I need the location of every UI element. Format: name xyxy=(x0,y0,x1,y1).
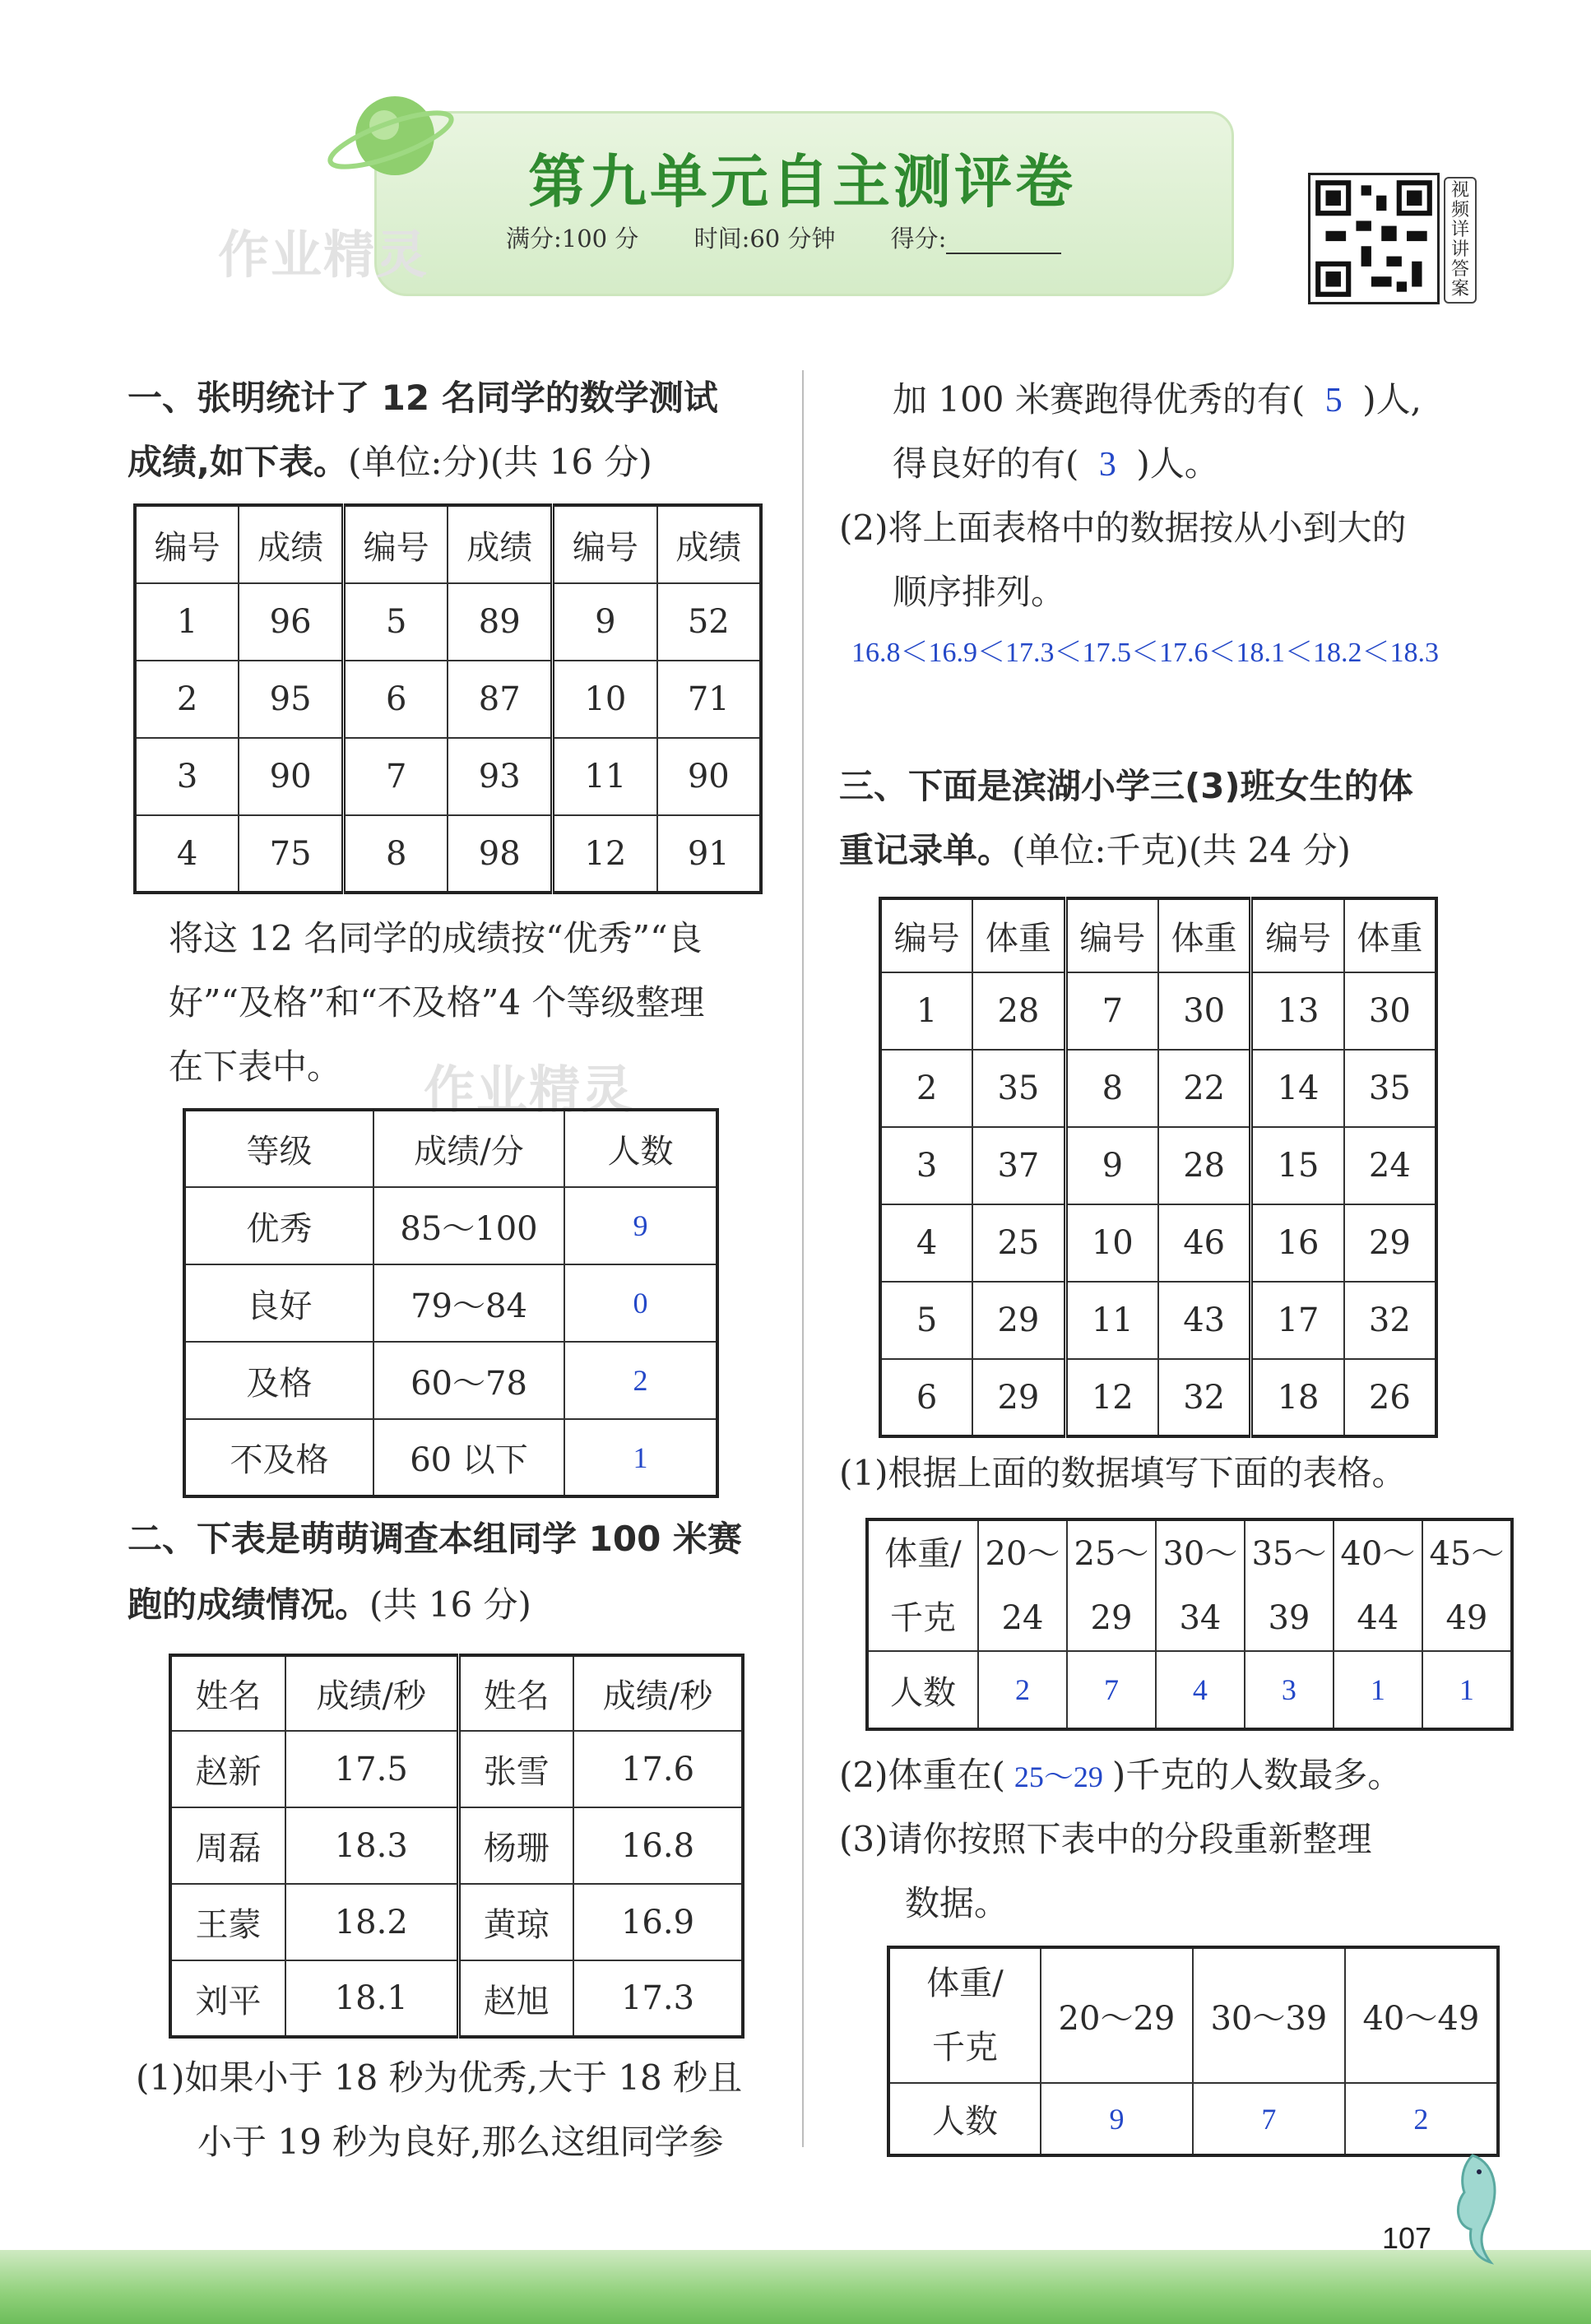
answer-blank[interactable]: 25～29 xyxy=(1014,1760,1103,1793)
table-row: 人数 2 7 4 3 1 1 xyxy=(867,1651,1512,1729)
table-row: 刘平 18.1 赵旭 17.3 xyxy=(170,1960,743,2037)
answer-blank[interactable]: 5 xyxy=(1324,382,1343,420)
table-row: 良好 79～84 0 xyxy=(184,1264,717,1342)
table-row: 人数 9 7 2 xyxy=(888,2083,1498,2155)
section1-heading: 一、张明统计了 12 名同学的数学测试 xyxy=(128,378,718,418)
question-line: (1)如果小于 18 秒为优秀,大于 18 秒且 xyxy=(136,2057,743,2098)
table-header-row: 姓名 成绩/秒 姓名 成绩/秒 xyxy=(170,1655,743,1731)
weight-table xyxy=(879,897,1438,1438)
table-row: 4 25 10 46 16 29 xyxy=(880,1204,1436,1282)
table-header-row: 体重/ 千克 20～29 30～39 40～49 xyxy=(888,1947,1498,2083)
section3-heading-line2: 重记录单。(单位:千克)(共 24 分) xyxy=(839,830,1351,870)
dolphin-icon xyxy=(1440,2147,1514,2271)
answer-blank[interactable]: 3 xyxy=(1098,446,1116,484)
range-table xyxy=(865,1518,1514,1731)
question-line: 顺序排列。 xyxy=(893,572,1066,612)
table-header-row: 编号 体重 编号 体重 编号 体重 xyxy=(880,898,1436,972)
table-header-row: 体重/ 千克 20～ 24 25～ 29 30～ 34 35～ 39 40～ 44 45～ 49 xyxy=(867,1519,1512,1651)
table-header-row: 编号 成绩 编号 成绩 编号 成绩 xyxy=(135,505,761,583)
score-blank xyxy=(946,234,1061,254)
question-line: (2)将上面表格中的数据按从小到大的 xyxy=(839,508,1407,548)
score-table xyxy=(133,503,763,894)
table-row: 周磊 18.3 杨珊 16.8 xyxy=(170,1807,743,1884)
question-line: (1)根据上面的数据填写下面的表格。 xyxy=(839,1453,1407,1493)
table-row: 优秀 85～100 9 xyxy=(184,1187,717,1264)
watermark: 作业精灵 xyxy=(424,1060,635,1120)
table-row: 不及格 60 以下 1 xyxy=(184,1419,717,1496)
question-line: 数据。 xyxy=(905,1883,1009,1923)
score-label: 得分: xyxy=(890,225,947,253)
full-score: 满分:100 分 xyxy=(506,225,639,253)
instruction-line: 将这 12 名同学的成绩按“优秀”“良 xyxy=(169,918,703,958)
page-title: 第九单元自主测评卷 xyxy=(528,148,1076,216)
table-row: 6 29 12 32 18 26 xyxy=(880,1359,1436,1436)
exam-meta xyxy=(506,220,1109,254)
question-line: (3)请你按照下表中的分段重新整理 xyxy=(839,1819,1372,1859)
question-line: (2)体重在( 25～29 )千克的人数最多。 xyxy=(839,1754,1402,1798)
table-row: 3 37 9 28 15 24 xyxy=(880,1127,1436,1204)
table-row: 1 28 7 30 13 30 xyxy=(880,972,1436,1050)
sorted-answer[interactable]: 16.8＜16.9＜17.3＜17.5＜17.6＜18.1＜18.2＜18.3 xyxy=(851,638,1439,668)
column-divider xyxy=(802,370,804,2147)
qr-caption: 视频详讲答案 xyxy=(1444,177,1477,304)
watermark: 作业精灵 xyxy=(218,225,429,285)
table-row: 及格 60～78 2 xyxy=(184,1342,717,1419)
table-row: 3 90 7 93 11 90 xyxy=(135,738,761,815)
race-table xyxy=(169,1654,744,2039)
table-row: 王蒙 18.2 黄琼 16.9 xyxy=(170,1884,743,1960)
footer-band xyxy=(0,2250,1591,2324)
section1-heading-line2: 成绩,如下表。(单位:分)(共 16 分) xyxy=(128,442,652,482)
table-row: 4 75 8 98 12 91 xyxy=(135,815,761,893)
section2-heading-line2: 跑的成绩情况。(共 16 分) xyxy=(128,1584,531,1625)
question-line: 得良好的有( 3 )人。 xyxy=(893,443,1219,486)
table-row: 赵新 17.5 张雪 17.6 xyxy=(170,1731,743,1807)
qr-code-icon[interactable] xyxy=(1308,173,1440,304)
table-header-row: 等级 成绩/分 人数 xyxy=(184,1110,717,1187)
instruction-line: 好”“及格”和“不及格”4 个等级整理 xyxy=(169,982,705,1023)
question-line: 加 100 米赛跑得优秀的有( 5 )人, xyxy=(893,378,1422,422)
planet-icon xyxy=(325,74,457,206)
section2-heading: 二、下表是萌萌调查本组同学 100 米赛 xyxy=(128,1519,742,1559)
table-row: 1 96 5 89 9 52 xyxy=(135,583,761,661)
table-row: 2 95 6 87 10 71 xyxy=(135,661,761,738)
page-number: 107 xyxy=(1382,2221,1432,2255)
section3-heading: 三、下面是滨湖小学三(3)班女生的体 xyxy=(839,766,1413,806)
instruction-line: 在下表中。 xyxy=(169,1046,342,1087)
time-limit: 时间:60 分钟 xyxy=(693,225,836,253)
group-table xyxy=(887,1946,1500,2157)
question-line: 小于 19 秒为良好,那么这组同学参 xyxy=(197,2122,724,2162)
grade-table xyxy=(183,1108,719,1498)
table-row: 5 29 11 43 17 32 xyxy=(880,1282,1436,1359)
table-row: 2 35 8 22 14 35 xyxy=(880,1050,1436,1127)
